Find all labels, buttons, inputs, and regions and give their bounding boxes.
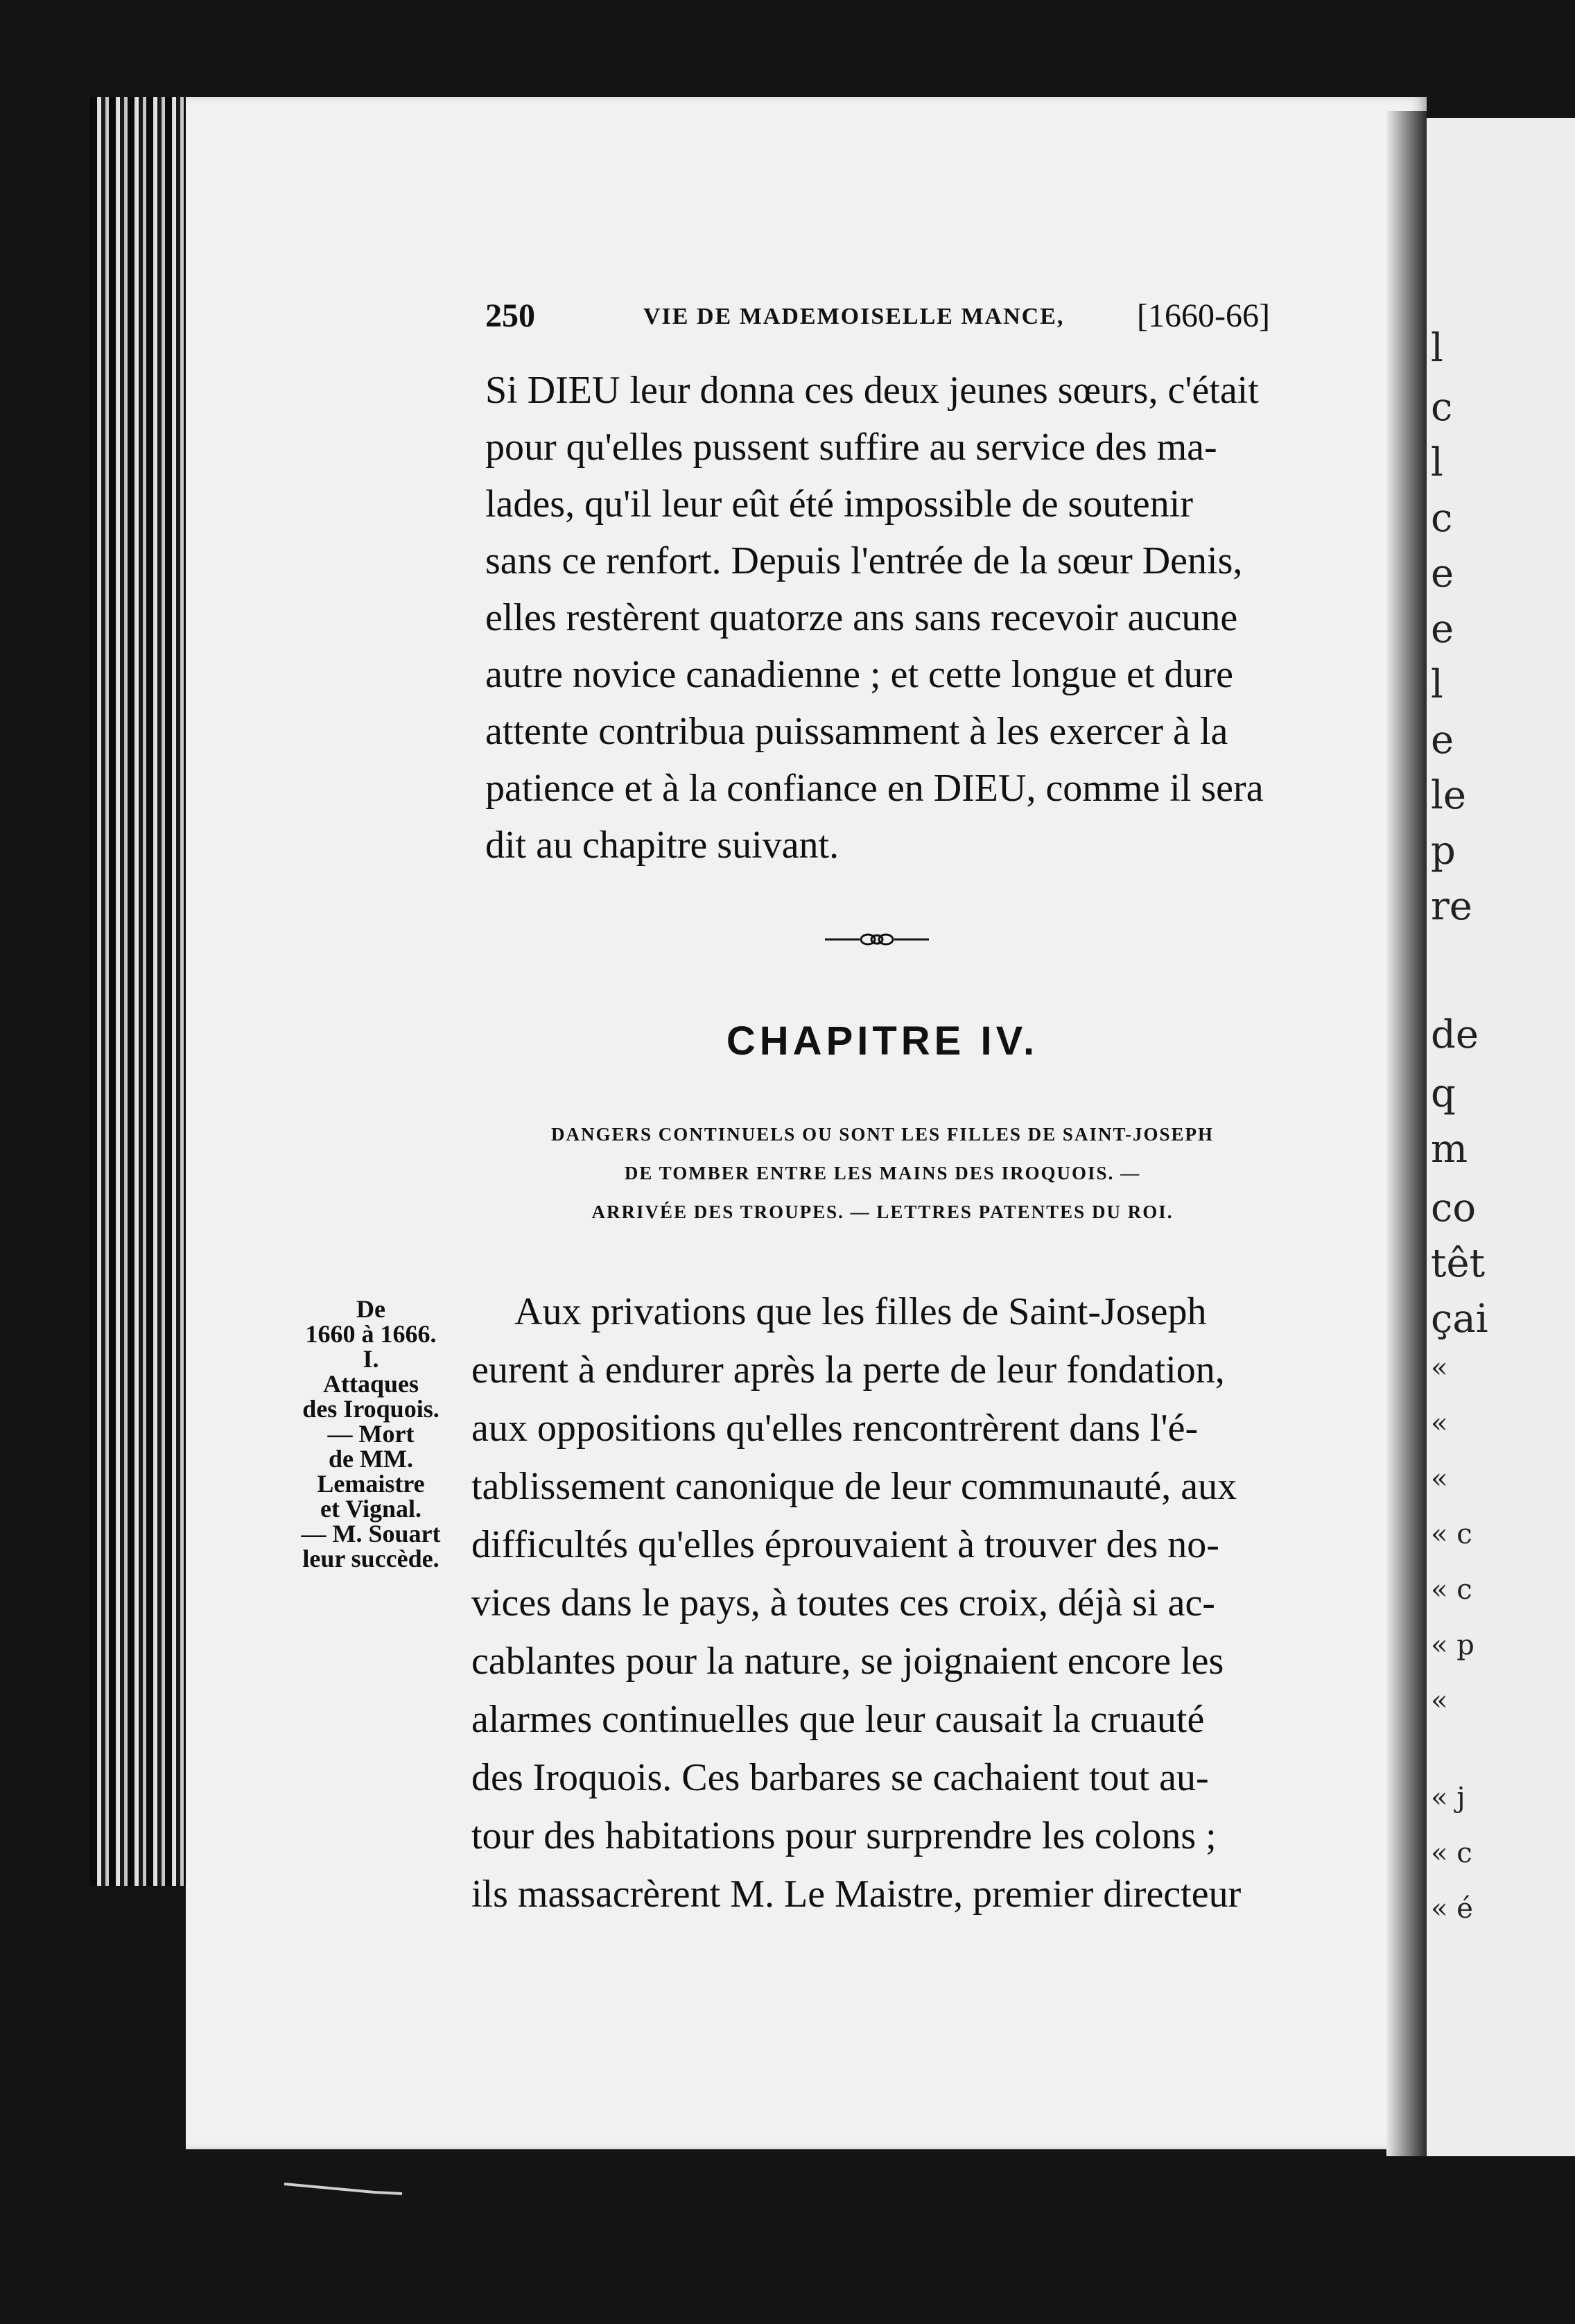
text-line: autre novice canadienne ; et cette longue et dure	[485, 653, 1234, 696]
text-line: attente contribua puissamment à les exercer à la	[485, 710, 1228, 753]
text-line: dit au chapitre suivant.	[485, 824, 839, 867]
next-page-text: e	[1431, 551, 1454, 596]
margin-line: des Iroquois.	[302, 1395, 440, 1423]
next-page-text: le	[1431, 773, 1467, 818]
next-page-text: co	[1431, 1186, 1477, 1231]
text-line: pour qu'elles pussent suffire au service des ma-	[485, 426, 1217, 469]
date-range: [1660-66]	[1137, 297, 1270, 334]
margin-line: De	[356, 1295, 385, 1323]
chapter-title: CHAPITRE IV.	[726, 1018, 1039, 1064]
chapter-summary	[485, 1115, 1280, 1231]
text-line: alarmes continuelles que leur causait la cruauté	[471, 1698, 1205, 1741]
next-page-text: « p	[1431, 1629, 1474, 1661]
next-page-text: çai	[1431, 1297, 1488, 1342]
margin-line: Attaques	[322, 1370, 419, 1398]
margin-line: leur succède.	[302, 1545, 440, 1572]
running-title: VIE DE MADEMOISELLE MANCE,	[643, 304, 1065, 329]
text-line: tablissement canonique de leur communauté, aux	[471, 1465, 1237, 1508]
margin-line: I.	[363, 1345, 379, 1373]
book-binding	[90, 97, 187, 1886]
next-page-text: «	[1431, 1685, 1448, 1717]
next-page-text: «	[1431, 1407, 1448, 1439]
text-line: sans ce renfort. Depuis l'entrée de la sœur Denis,	[485, 539, 1243, 582]
scan-specks	[277, 2177, 416, 2198]
margin-note	[281, 1297, 461, 1571]
text-line: ils massacrèrent M. Le Maistre, premier directeur	[471, 1873, 1242, 1916]
next-page-text: m	[1431, 1127, 1468, 1172]
text-line: elles restèrent quatorze ans sans recevoir aucune	[485, 596, 1238, 639]
summary-line: ARRIVÉE DES TROUPES. — LETTRES PATENTES DU ROI.	[591, 1202, 1174, 1222]
text-line: cablantes pour la nature, se joignaient encore les	[471, 1640, 1224, 1683]
next-page-text: «	[1431, 1463, 1448, 1495]
margin-line: et Vignal.	[320, 1495, 421, 1523]
next-page-text: q	[1431, 1071, 1456, 1116]
page-gutter	[1386, 111, 1427, 2156]
next-page-fragment	[1427, 118, 1575, 2156]
text-line: tour des habitations pour surprendre les colons ;	[471, 1814, 1217, 1857]
next-page-text: l	[1431, 440, 1443, 485]
next-page-text: l	[1431, 662, 1443, 707]
next-page-text: « j	[1431, 1782, 1465, 1814]
text-line: Si DIEU leur donna ces deux jeunes sœurs, c'était	[485, 369, 1259, 412]
next-page-text: « c	[1431, 1837, 1472, 1869]
text-line: patience et à la confiance en DIEU, comme il sera	[485, 767, 1264, 810]
next-page-text: « c	[1431, 1518, 1472, 1550]
next-page-text: «	[1431, 1352, 1448, 1384]
next-page-text: c	[1431, 385, 1453, 430]
text-line: lades, qu'il leur eût été impossible de soutenir	[485, 483, 1193, 526]
ornament-divider	[825, 929, 929, 950]
text-line: des Iroquois. Ces barbares se cachaient tout au-	[471, 1756, 1209, 1799]
summary-line: DANGERS CONTINUELS OU SONT LES FILLES DE SAINT-JOSEPH	[551, 1124, 1214, 1145]
margin-line: — Mort	[327, 1420, 415, 1448]
next-page-text: l	[1431, 326, 1443, 371]
text-line: difficultés qu'elles éprouvaient à trouver des no-	[471, 1523, 1219, 1566]
next-page-text: re	[1431, 884, 1472, 929]
main-paragraph	[471, 1283, 1266, 1923]
margin-line: Lemaistre	[317, 1470, 425, 1498]
margin-line: — M. Souart	[301, 1520, 441, 1547]
next-page-text: de	[1431, 1012, 1479, 1057]
next-page-text: e	[1431, 607, 1454, 652]
next-page-text: « c	[1431, 1574, 1472, 1606]
page-number: 250	[485, 297, 535, 334]
summary-line: DE TOMBER ENTRE LES MAINS DES IROQUOIS. —	[624, 1163, 1141, 1183]
text-line: Aux privations que les filles de Saint-Joseph	[514, 1290, 1207, 1333]
next-page-text: e	[1431, 718, 1454, 763]
margin-line: 1660 à 1666.	[305, 1320, 437, 1348]
next-page-text: « é	[1431, 1893, 1473, 1925]
top-paragraph	[485, 362, 1280, 874]
running-head	[485, 297, 1282, 338]
text-line: vices dans le pays, à toutes ces croix, déjà si ac-	[471, 1581, 1215, 1624]
margin-line: de MM.	[329, 1445, 413, 1473]
next-page-text: têt	[1431, 1241, 1486, 1286]
next-page-text: p	[1431, 829, 1456, 874]
text-line: eurent à endurer après la perte de leur fondation,	[471, 1349, 1225, 1391]
next-page-text: c	[1431, 496, 1453, 541]
text-line: aux oppositions qu'elles rencontrèrent dans l'é-	[471, 1407, 1199, 1450]
